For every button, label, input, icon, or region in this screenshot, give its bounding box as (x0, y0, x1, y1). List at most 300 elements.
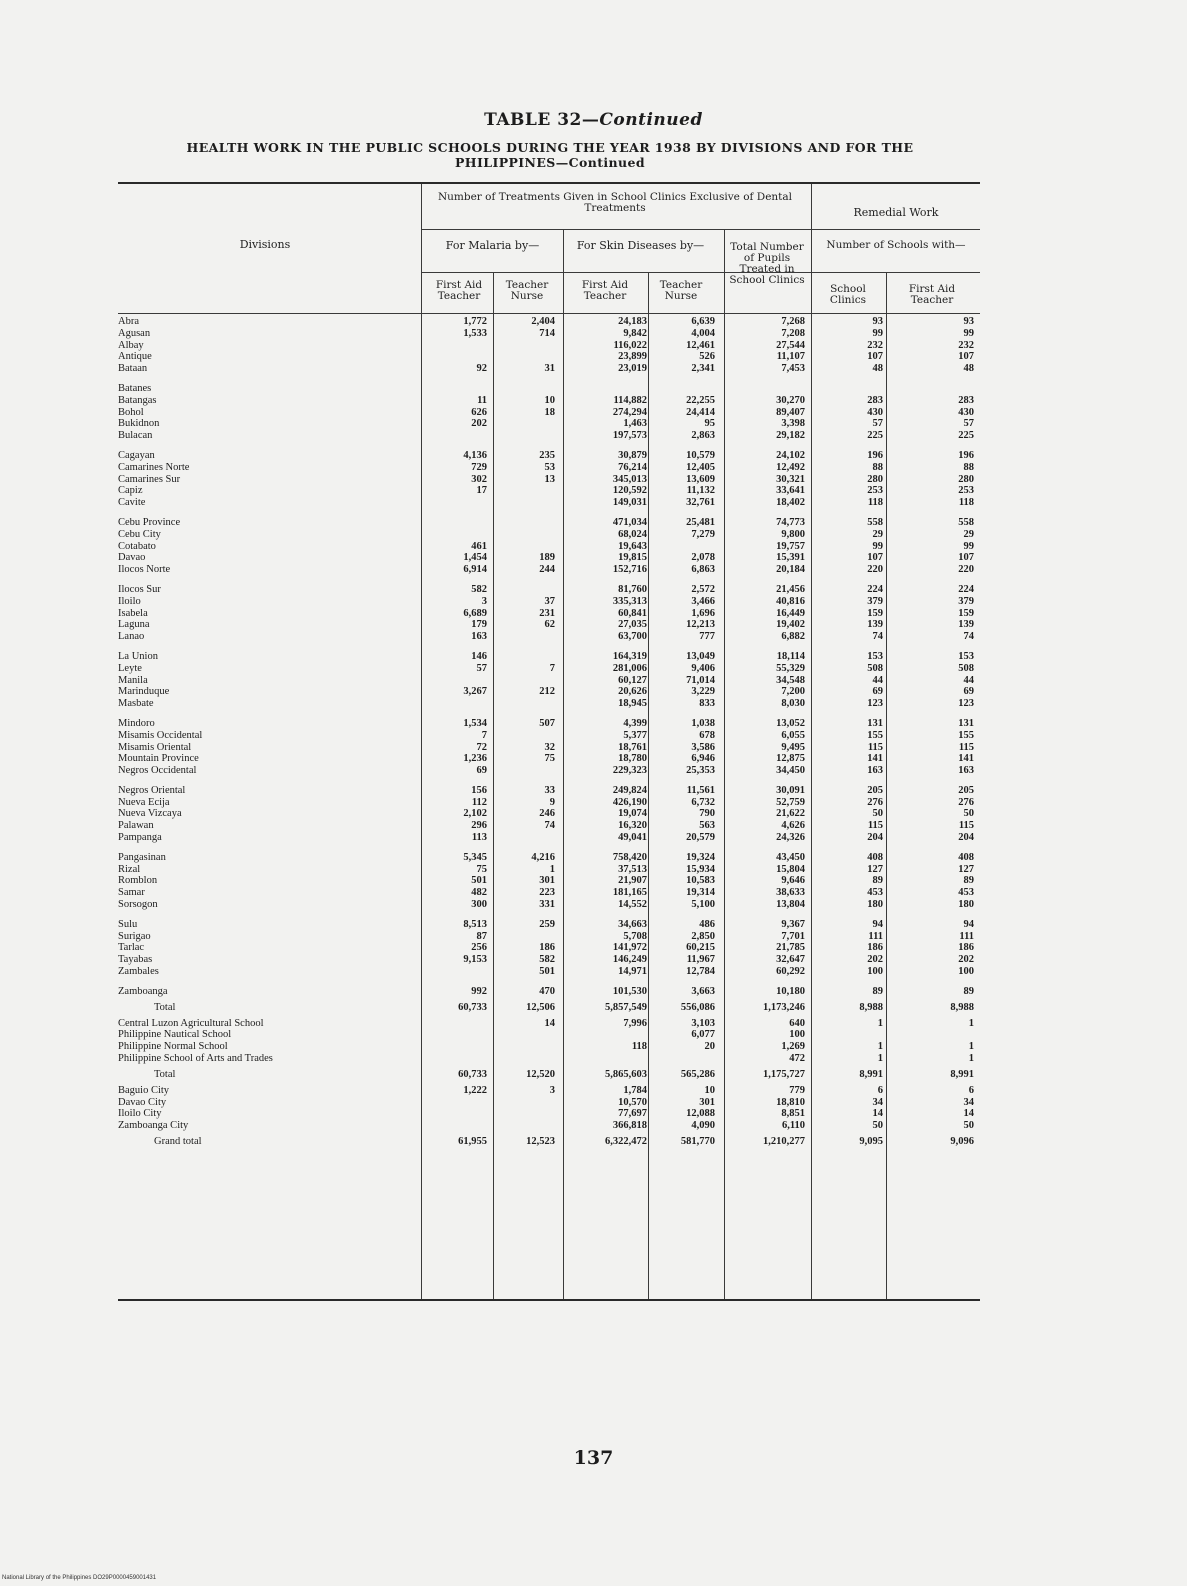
value-cell: 3,663 (691, 985, 715, 997)
value-cell: 20,184 (776, 564, 805, 576)
value-cell: 74 (872, 631, 883, 643)
value-cell: 7,996 (623, 1017, 647, 1029)
row-spacer (118, 643, 980, 651)
row-spacer (118, 442, 980, 450)
value-cell: 152,716 (612, 564, 647, 576)
total-cell: 12,523 (526, 1136, 555, 1148)
value-cell: 159 (867, 607, 883, 619)
value-cell: 25,481 (686, 516, 715, 528)
division-name: Pangasinan (118, 851, 166, 863)
value-cell (493, 517, 561, 529)
value-cell: 33,641 (776, 485, 805, 497)
value-cell: 204 (958, 832, 974, 844)
value-cell: 16,449 (776, 607, 805, 619)
table-row (118, 1097, 980, 1109)
row-spacer (118, 509, 980, 517)
header-rule-1 (421, 229, 980, 230)
value-cell: 18,780 (618, 753, 647, 765)
table-row (118, 328, 980, 340)
division-name: La Union (118, 650, 158, 662)
spacer-cell (118, 643, 980, 651)
division-name: Abra (118, 316, 139, 327)
table-row (118, 517, 980, 529)
value-cell: 3,398 (781, 418, 805, 430)
value-cell: 202 (867, 954, 883, 966)
value-cell: 153 (958, 650, 974, 662)
value-cell: 582 (471, 583, 487, 595)
value-cell: 12,088 (686, 1108, 715, 1120)
value-cell: 6,055 (781, 729, 805, 741)
table-row (118, 919, 980, 931)
value-cell (493, 832, 561, 844)
value-cell: 99 (872, 327, 883, 339)
value-cell: 34 (872, 1096, 883, 1108)
value-cell: 3,586 (691, 741, 715, 753)
total-cell: 12,520 (526, 1068, 555, 1080)
spacer-cell (118, 978, 980, 986)
value-cell: 114,882 (613, 394, 647, 406)
header-malaria-teacher-nurse: Teacher Nurse (505, 279, 549, 302)
value-cell: 11,107 (776, 351, 805, 363)
spacer-cell (118, 509, 980, 517)
division-name: Zambales (118, 966, 159, 978)
value-cell: 29 (963, 528, 974, 540)
table-row (118, 418, 980, 430)
value-cell: 1,696 (691, 607, 715, 619)
value-cell: 430 (867, 406, 883, 418)
value-cell: 13,049 (686, 650, 715, 662)
value-cell: 4,136 (463, 449, 487, 461)
table-row (118, 474, 980, 486)
value-cell (889, 1029, 980, 1041)
value-cell: 205 (958, 784, 974, 796)
division-name: Nueva Vizcaya (118, 808, 182, 820)
value-cell: 18 (544, 406, 555, 418)
value-cell (423, 1018, 493, 1030)
value-cell: 118 (867, 497, 883, 509)
value-cell: 20,579 (686, 832, 715, 844)
value-cell: 89 (963, 985, 974, 997)
value-cell: 196 (867, 449, 883, 461)
division-name: Philippine Nautical School (118, 1029, 232, 1041)
header-malaria-first-aid: First Aid Teacher (435, 279, 483, 302)
value-cell: 5,377 (623, 729, 647, 741)
value-cell (493, 529, 561, 541)
value-cell (561, 1029, 653, 1041)
value-cell: 111 (868, 930, 883, 942)
value-cell: 107 (958, 351, 974, 363)
header-remedial: Remedial Work (853, 206, 939, 219)
value-cell: 62 (544, 619, 555, 631)
total-cell: 5,865,603 (605, 1068, 647, 1080)
table-subtitle (150, 140, 950, 170)
value-cell: 3 (481, 595, 487, 607)
value-cell: 453 (867, 887, 883, 899)
total-cell: 1,175,727 (763, 1068, 805, 1080)
value-cell: 5,708 (623, 930, 647, 942)
value-cell: 4,626 (781, 820, 805, 832)
value-cell (493, 1053, 561, 1065)
value-cell: 32 (544, 741, 555, 753)
value-cell: 508 (958, 662, 974, 674)
value-cell: 139 (958, 619, 974, 631)
value-cell: 50 (872, 1120, 883, 1132)
value-cell: 232 (958, 339, 974, 351)
value-cell: 131 (867, 717, 883, 729)
table-row (118, 986, 980, 998)
value-cell: 12,784 (686, 966, 715, 978)
value-cell: 34,663 (618, 918, 647, 930)
value-cell: 116,022 (613, 339, 647, 351)
table-row (118, 596, 980, 608)
value-cell: 49,041 (618, 832, 647, 844)
table-row (118, 1120, 980, 1132)
value-cell: 21,907 (618, 875, 647, 887)
value-cell: 11,561 (686, 784, 715, 796)
value-cell: 74,773 (776, 516, 805, 528)
table-body (118, 316, 980, 1152)
table-row (118, 931, 980, 943)
value-cell (423, 497, 493, 509)
value-cell: 63,700 (618, 631, 647, 643)
table-row (118, 899, 980, 911)
table-row (118, 363, 980, 375)
value-cell: 24,183 (618, 316, 647, 327)
value-cell: 20 (704, 1041, 715, 1053)
value-cell: 186 (867, 942, 883, 954)
header-skin-teacher-nurse: Teacher Nurse (659, 279, 703, 302)
value-cell: 9,842 (623, 327, 647, 339)
table-row (118, 730, 980, 742)
value-cell: 43,450 (776, 851, 805, 863)
table-row (118, 351, 980, 363)
value-cell (423, 698, 493, 710)
table-row (118, 954, 980, 966)
division-name: Tarlac (118, 942, 145, 954)
table-row (118, 450, 980, 462)
value-cell: 32,761 (686, 497, 715, 509)
value-cell: 501 (539, 966, 555, 978)
header-skin: For Skin Diseases by— (576, 239, 705, 252)
value-cell: 94 (963, 918, 974, 930)
value-cell: 507 (539, 717, 555, 729)
division-name: Philippine School of Arts and Trades (118, 1053, 273, 1065)
value-cell: 88 (872, 461, 883, 473)
value-cell: 6,863 (691, 564, 715, 576)
value-cell: 111 (959, 930, 974, 942)
value-cell: 296 (471, 820, 487, 832)
value-cell: 10,570 (618, 1096, 647, 1108)
value-cell: 57 (963, 418, 974, 430)
value-cell: 19,074 (618, 808, 647, 820)
value-cell (493, 631, 561, 643)
value-cell: 156 (471, 784, 487, 796)
division-name: Agusan (118, 327, 151, 339)
value-cell: 2,850 (691, 930, 715, 942)
value-cell: 582 (539, 954, 555, 966)
total-cell: 6,322,472 (605, 1136, 647, 1148)
total-cell: 5,857,549 (605, 1001, 647, 1013)
value-cell: 558 (958, 516, 974, 528)
division-name: Manila (118, 674, 148, 686)
value-cell: 139 (867, 619, 883, 631)
table-row (118, 852, 980, 864)
value-cell: 19,324 (686, 851, 715, 863)
value-cell: 19,402 (776, 619, 805, 631)
table-row (118, 808, 980, 820)
value-cell: 19,314 (686, 887, 715, 899)
total-cell: 556,086 (680, 1001, 715, 1013)
table-row (118, 485, 980, 497)
value-cell: 13,609 (686, 473, 715, 485)
value-cell: 11,132 (686, 485, 715, 497)
value-cell: 7,208 (781, 327, 805, 339)
value-cell: 790 (699, 808, 715, 820)
value-cell: 1,222 (463, 1084, 487, 1096)
value-cell: 224 (958, 583, 974, 595)
division-name: Cebu City (118, 528, 161, 540)
division-name: Central Luzon Agricultural School (118, 1017, 264, 1029)
value-cell (493, 730, 561, 742)
table-row (118, 832, 980, 844)
division-name: Bulacan (118, 430, 153, 442)
value-cell (423, 1120, 493, 1132)
value-cell: 115 (867, 820, 883, 832)
value-cell: 15,391 (776, 552, 805, 564)
header-remedial-first-aid: First Aid Teacher (908, 283, 956, 306)
value-cell: 50 (963, 808, 974, 820)
value-cell: 21,785 (776, 942, 805, 954)
value-cell (493, 931, 561, 943)
table-row (118, 1085, 980, 1097)
value-cell: 89 (963, 875, 974, 887)
total-cell: 8,988 (950, 1001, 974, 1013)
division-name: Mountain Province (118, 753, 199, 765)
table-row (118, 395, 980, 407)
division-name: Pampanga (118, 832, 162, 844)
value-cell: 3,267 (463, 686, 487, 698)
division-name: Iloilo City (118, 1108, 162, 1120)
value-cell: 25,353 (686, 765, 715, 777)
value-cell: 2,572 (691, 583, 715, 595)
value-cell: 75 (476, 863, 487, 875)
value-cell: 95 (704, 418, 715, 430)
value-cell: 626 (471, 406, 487, 418)
value-cell: 186 (539, 942, 555, 954)
value-cell: 92 (476, 363, 487, 375)
value-cell: 1,534 (463, 717, 487, 729)
value-cell: 34 (963, 1096, 974, 1108)
division-name: Camarines Norte (118, 461, 190, 473)
table-row (118, 1029, 980, 1041)
table-title-main: TABLE 32— (484, 110, 600, 130)
division-name: Davao (118, 552, 146, 564)
value-cell: 17 (476, 485, 487, 497)
division-name: Batangas (118, 394, 157, 406)
value-cell: 678 (699, 729, 715, 741)
value-cell: 256 (471, 942, 487, 954)
value-cell (493, 497, 561, 509)
value-cell: 87 (476, 930, 487, 942)
value-cell: 3,466 (691, 595, 715, 607)
value-cell: 9,153 (463, 954, 487, 966)
value-cell: 14 (963, 1108, 974, 1120)
value-cell: 153 (867, 650, 883, 662)
division-name: Bataan (118, 363, 148, 375)
total-cell: 1,173,246 (763, 1001, 805, 1013)
division-name: Camarines Sur (118, 473, 181, 485)
value-cell: 60,215 (686, 942, 715, 954)
row-spacer (118, 375, 980, 383)
value-cell: 127 (958, 863, 974, 875)
value-cell: 69 (872, 686, 883, 698)
value-cell (423, 383, 493, 395)
total-cell: 60,733 (458, 1001, 487, 1013)
value-cell: 205 (867, 784, 883, 796)
value-cell: 6,914 (463, 564, 487, 576)
row-spacer (118, 777, 980, 785)
value-cell: 74 (963, 631, 974, 643)
value-cell: 155 (867, 729, 883, 741)
value-cell: 30,091 (776, 784, 805, 796)
value-cell: 23,019 (618, 363, 647, 375)
subtitle-line-2: PHILIPPINES—Continued (455, 155, 645, 170)
value-cell (493, 1041, 561, 1053)
value-cell: 89 (872, 985, 883, 997)
division-name: Bukidnon (118, 418, 160, 430)
table-row (118, 753, 980, 765)
value-cell: 482 (471, 887, 487, 899)
value-cell: 229,323 (612, 765, 647, 777)
division-name: Cebu Province (118, 516, 181, 528)
value-cell: 992 (471, 985, 487, 997)
value-cell: 8,851 (781, 1108, 805, 1120)
value-cell: 93 (872, 316, 883, 327)
division-name: Misamis Oriental (118, 741, 192, 753)
page-number: 137 (573, 1447, 614, 1469)
table-row (118, 316, 980, 328)
value-cell: 4,216 (531, 851, 555, 863)
value-cell: 48 (872, 363, 883, 375)
division-name: Surigao (118, 930, 151, 942)
division-name: Sulu (118, 918, 138, 930)
value-cell: 235 (539, 449, 555, 461)
value-cell: 1 (549, 863, 555, 875)
value-cell: 163 (867, 765, 883, 777)
table-row (118, 584, 980, 596)
division-name: Masbate (118, 698, 154, 710)
value-cell: 15,804 (776, 863, 805, 875)
value-cell (721, 383, 811, 395)
value-cell: 3 (549, 1084, 555, 1096)
value-cell: 14 (544, 1017, 555, 1029)
table-row (118, 1041, 980, 1053)
value-cell: 9,646 (781, 875, 805, 887)
value-cell: 225 (867, 430, 883, 442)
table-row (118, 340, 980, 352)
value-cell: 7,453 (781, 363, 805, 375)
value-cell: 231 (539, 607, 555, 619)
value-cell: 7,279 (691, 528, 715, 540)
value-cell: 1,772 (463, 316, 487, 327)
value-cell: 74 (544, 820, 555, 832)
value-cell: 501 (471, 875, 487, 887)
table-row (118, 529, 980, 541)
table-row (118, 875, 980, 887)
value-cell: 123 (867, 698, 883, 710)
value-cell (493, 1108, 561, 1120)
value-cell: 6,732 (691, 796, 715, 808)
division-name: Marinduque (118, 686, 170, 698)
division-name: Ilocos Sur (118, 583, 161, 595)
value-cell: 113 (471, 832, 487, 844)
value-cell: 24,414 (686, 406, 715, 418)
value-cell (423, 430, 493, 442)
total-cell: 8,991 (950, 1068, 974, 1080)
value-cell: 72 (476, 741, 487, 753)
value-cell: 1 (877, 1017, 883, 1029)
value-cell: 40,816 (776, 595, 805, 607)
value-cell (423, 340, 493, 352)
value-cell: 1,784 (623, 1084, 647, 1096)
value-cell (493, 541, 561, 553)
value-cell (423, 675, 493, 687)
division-name: Negros Oriental (118, 784, 186, 796)
value-cell: 163 (471, 631, 487, 643)
value-cell: 146 (471, 650, 487, 662)
value-cell: 27,035 (618, 619, 647, 631)
value-cell: 276 (867, 796, 883, 808)
value-cell: 300 (471, 899, 487, 911)
value-cell: 220 (867, 564, 883, 576)
value-cell: 10 (704, 1084, 715, 1096)
value-cell (493, 1029, 561, 1041)
value-cell: 69 (476, 765, 487, 777)
value-cell (561, 1053, 653, 1065)
division-name: Iloilo (118, 595, 141, 607)
value-cell: 29 (872, 528, 883, 540)
header-malaria: For Malaria by— (445, 239, 540, 252)
value-cell: 88 (963, 461, 974, 473)
value-cell (493, 485, 561, 497)
value-cell: 3,103 (691, 1017, 715, 1029)
value-cell: 34,450 (776, 765, 805, 777)
value-cell: 50 (963, 1120, 974, 1132)
value-cell: 220 (958, 564, 974, 576)
value-cell: 259 (539, 918, 555, 930)
value-cell: 8,513 (463, 918, 487, 930)
value-cell: 283 (867, 394, 883, 406)
division-name: Davao City (118, 1096, 167, 1108)
value-cell (493, 698, 561, 710)
value-cell: 81,760 (618, 583, 647, 595)
value-cell: 60,127 (618, 674, 647, 686)
value-cell: 10,180 (776, 985, 805, 997)
value-cell: 100 (789, 1029, 805, 1041)
value-cell: 6,946 (691, 753, 715, 765)
spacer-cell (118, 710, 980, 718)
value-cell: 52,759 (776, 796, 805, 808)
value-cell: 30,321 (776, 473, 805, 485)
value-cell: 14,552 (618, 899, 647, 911)
table-row (118, 564, 980, 576)
value-cell: 1,236 (463, 753, 487, 765)
value-cell: 71,014 (686, 674, 715, 686)
value-cell: 1 (968, 1041, 974, 1053)
table-row (118, 663, 980, 675)
value-cell: 12,492 (776, 461, 805, 473)
total-cell: 9,096 (950, 1136, 974, 1148)
